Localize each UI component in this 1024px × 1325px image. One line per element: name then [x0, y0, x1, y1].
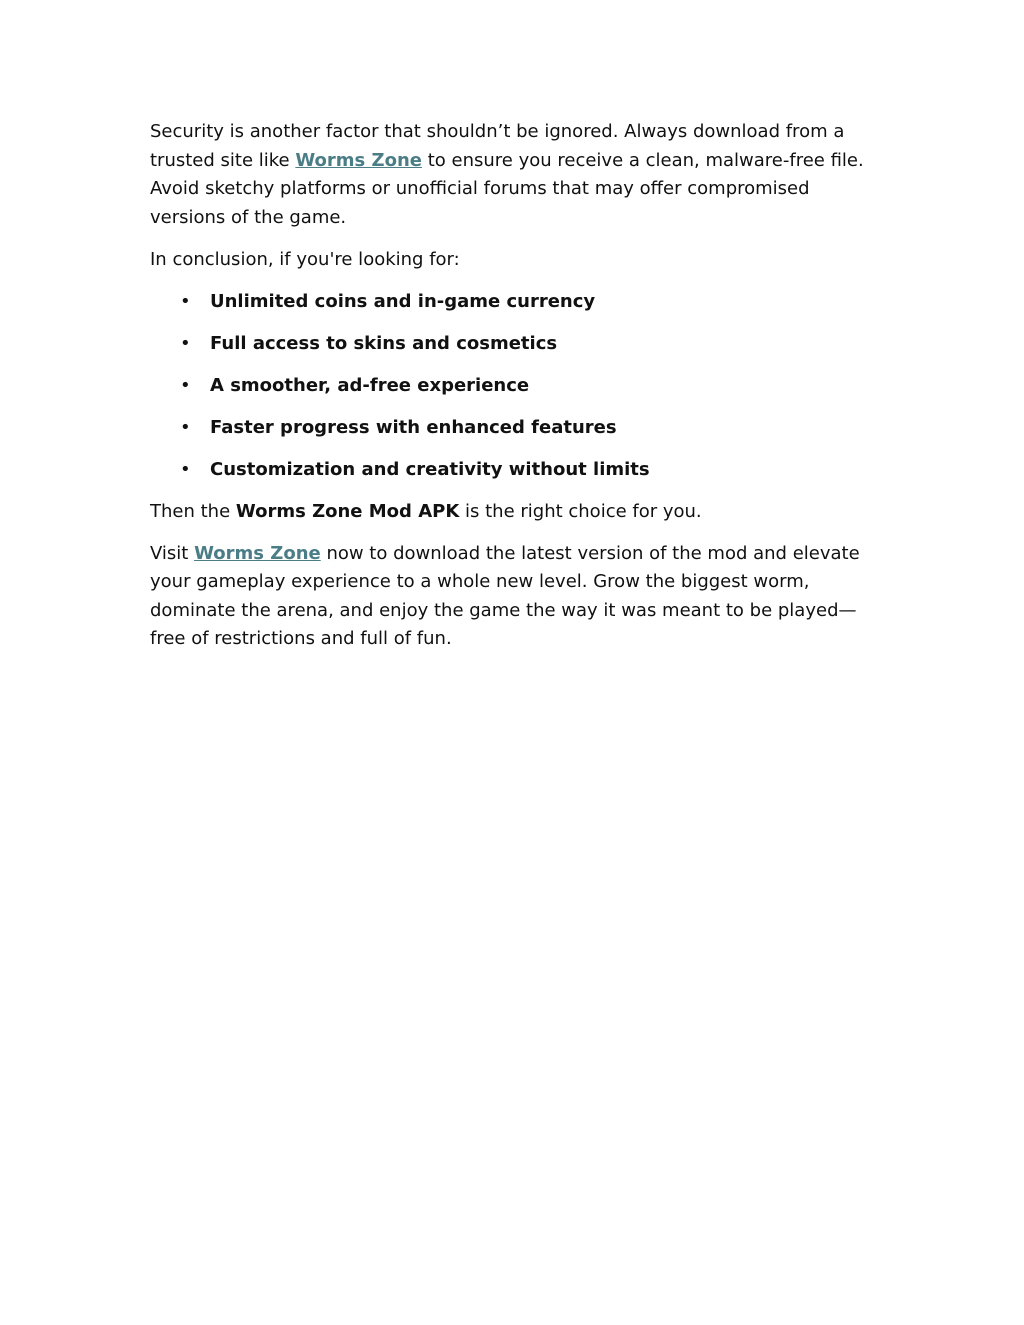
worms-zone-link[interactable]: Worms Zone [295, 149, 422, 171]
visit-text-start: Visit [150, 542, 195, 564]
choice-text-start: Then the [150, 500, 236, 522]
bullet-icon: • [180, 416, 191, 438]
bullet-icon: • [180, 458, 191, 480]
security-text-start: Security is another factor that shouldn’t be ignored. Always download from a trusted site like [150, 121, 845, 171]
bullet-icon: • [180, 290, 191, 312]
bullet-icon: • [180, 374, 191, 396]
feature-label: Unlimited coins and in-game currency [210, 290, 596, 312]
feature-list [150, 288, 880, 485]
feature-label: Customization and creativity without limits [210, 458, 650, 480]
mod-apk-name: Worms Zone Mod APK [235, 500, 460, 522]
document-page [150, 118, 880, 667]
feature-label: Faster progress with enhanced features [210, 416, 617, 438]
choice-text-end: is the right choice for you. [459, 500, 702, 522]
list-item [150, 456, 880, 485]
security-paragraph [150, 118, 880, 232]
list-item [150, 414, 880, 443]
worms-zone-link[interactable]: Worms Zone [194, 542, 321, 564]
visit-text-end: now to download the latest version of the mod and elevate your gameplay experience to a whole new level. Grow the biggest worm, dominate the arena, and enjoy the game the way it was meant to be played—free of restrictions and full of fun. [150, 542, 860, 649]
choice-paragraph [150, 498, 880, 527]
list-item [150, 330, 880, 359]
list-item [150, 372, 880, 401]
feature-label: Full access to skins and cosmetics [210, 332, 558, 354]
feature-label: A smoother, ad-free experience [210, 374, 530, 396]
visit-paragraph [150, 540, 880, 654]
list-item [150, 288, 880, 317]
conclusion-intro: In conclusion, if you're looking for: [150, 248, 460, 270]
security-text-end: to ensure you receive a clean, malware-free file. Avoid sketchy platforms or unofficial forums that may offer compromised versions of the game. [150, 149, 864, 228]
bullet-icon: • [180, 332, 191, 354]
